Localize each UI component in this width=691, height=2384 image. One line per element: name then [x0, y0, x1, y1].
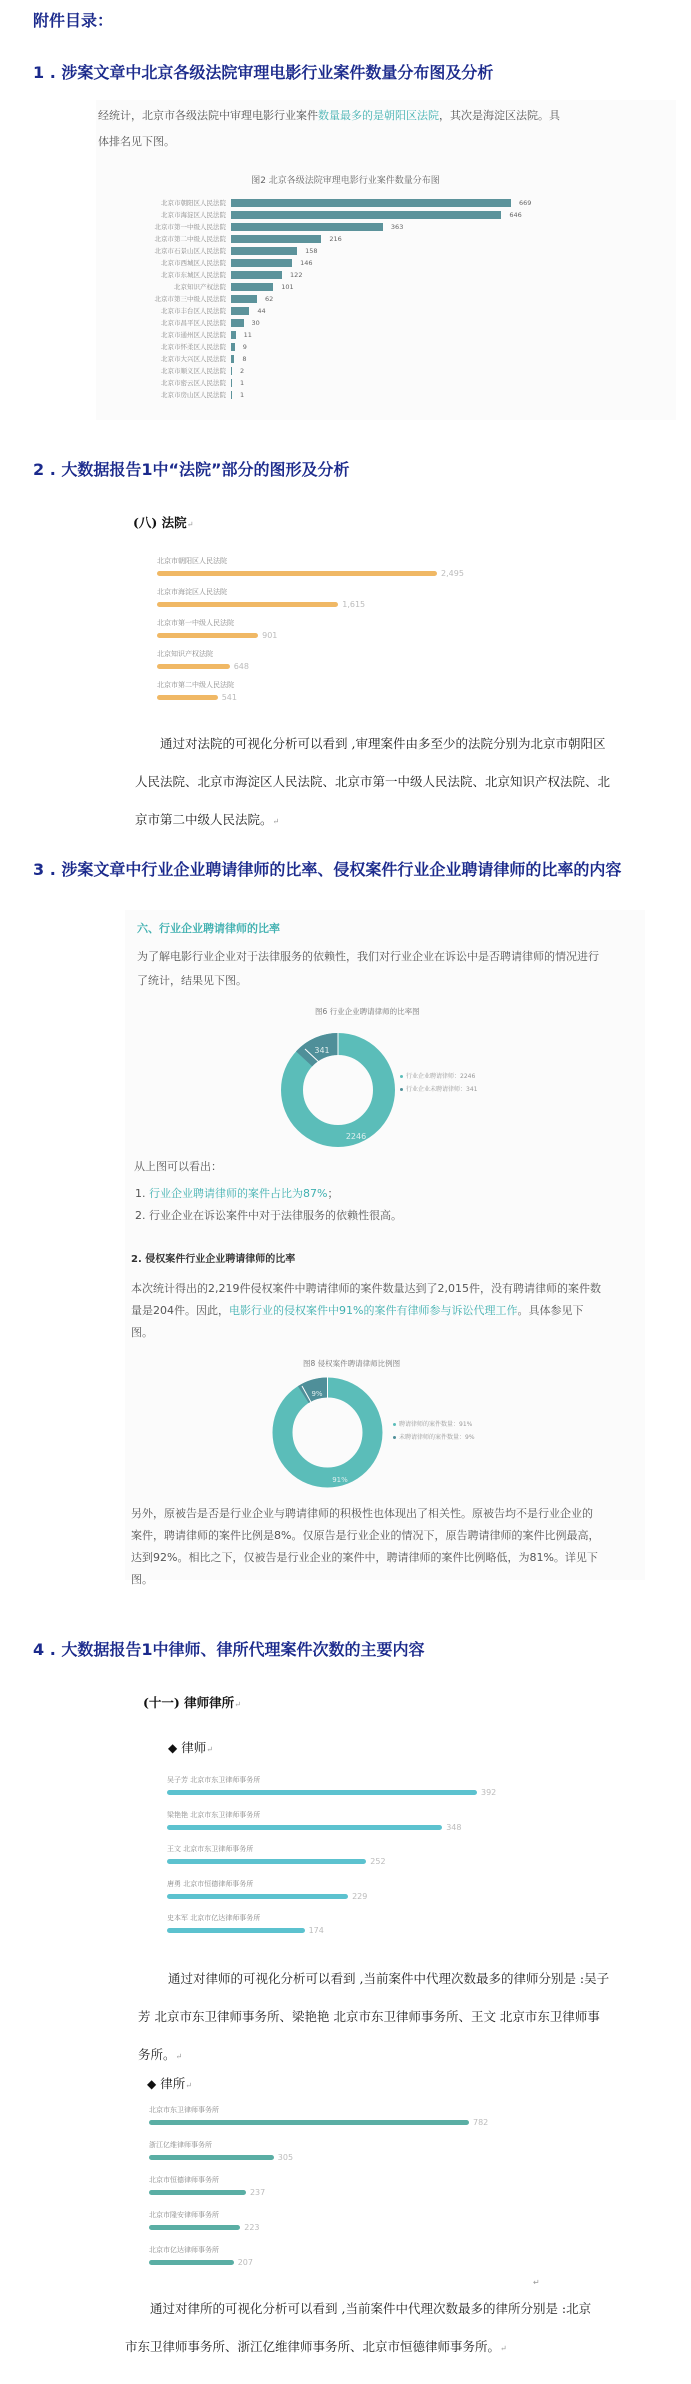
bar: [167, 1928, 305, 1933]
bar-label: 北京市丰台区人民法院: [161, 307, 226, 315]
chart-item: [149, 2245, 253, 2267]
donut1-chart: [278, 1030, 398, 1150]
chart-item: [157, 618, 277, 640]
bar: [149, 2120, 469, 2125]
subheading-text: (十一) 律师律所: [143, 1695, 235, 1710]
chart-item: [157, 587, 365, 609]
bar-row: [149, 2258, 253, 2267]
bar-label: 北京市密云区人民法院: [161, 379, 226, 387]
bar-value: 646: [509, 210, 522, 219]
bar-label: 唐勇 北京市恒德律师事务所: [167, 1879, 254, 1888]
section3-p3: [131, 1503, 651, 1591]
para-text: ，其次是海淀区法院。具: [439, 109, 560, 122]
section3-intro: [137, 945, 647, 993]
bar-row: [167, 1892, 367, 1901]
legend-dot-icon: [400, 1075, 403, 1078]
bar: [231, 247, 297, 255]
chart-row: [0, 209, 691, 220]
bar-label: 北京市第一中级人民法院: [154, 223, 226, 231]
bar-label: 北京市朝阳区人民法院: [157, 557, 227, 565]
section2-analysis: [135, 725, 645, 841]
bar: [157, 571, 437, 576]
chart-item: [157, 556, 464, 578]
bar: [157, 602, 338, 607]
bar-row: [167, 1926, 324, 1935]
bar: [149, 2155, 274, 2160]
bullet-text: 律师: [181, 1740, 207, 1755]
p3-line: 案件，聘请律师的案件比例是8%。仅原告是行业企业的情况下，原告聘请律师的案件比例最高，: [131, 1529, 600, 1542]
bar-label: 北京市怀柔区人民法院: [161, 343, 226, 351]
bar-label: 北京市东卫律师事务所: [149, 2106, 219, 2114]
analysis-line: 市东卫律师事务所、浙江亿维律师事务所、北京市恒德律师事务所。: [125, 2339, 501, 2354]
bar-value: 229: [352, 1891, 368, 1901]
bullet-lawyer: [168, 1738, 213, 1756]
bar-value: 1: [240, 390, 245, 399]
bar-row: [149, 2153, 293, 2162]
section1-paragraph: [98, 103, 658, 155]
bar: [157, 664, 230, 669]
bar-value: 237: [249, 2188, 266, 2197]
list-item: [135, 1183, 615, 1205]
list-suffix: ；: [327, 1187, 339, 1200]
bar-label: 北京市昌平区人民法院: [161, 319, 226, 327]
bar-value: 158: [305, 246, 318, 255]
bar-value: 122: [290, 270, 303, 279]
list-num: 1.: [135, 1187, 146, 1200]
chart-row: [0, 257, 691, 268]
p3-line: 达到92%。相比之下，仅被告是行业企业的案件中，聘请律师的案件比例略低，为81%。详见下: [131, 1551, 598, 1564]
section3-sub2-title: 2. 侵权案件行业企业聘请律师的比率: [131, 1254, 296, 1265]
analysis-line: 通过对法院的可视化分析可以看到 ,审理案件由多至少的法院分别为北京市朝阳区: [160, 736, 606, 751]
bar: [231, 307, 249, 315]
chart-item: [149, 2210, 260, 2232]
bar-row: [157, 600, 365, 609]
bar: [231, 367, 232, 375]
diamond-bullet-icon: ◆: [147, 2077, 157, 2091]
chart-row: [0, 245, 691, 256]
analysis-line: 芳 北京市东卫律师事务所、梁艳艳 北京市东卫律师事务所、王文 北京市东卫律师事: [138, 2009, 600, 2024]
bar-label: 北京市亿达律师事务所: [149, 2246, 219, 2254]
section3-subtitle: 六、行业企业聘请律师的比率: [137, 922, 280, 935]
chart-row: [0, 377, 691, 388]
return-icon: ↵: [186, 520, 194, 529]
bar: [231, 271, 282, 279]
bullet-text: 律所: [160, 2076, 186, 2091]
conclusion-label: 从上图可以看出：: [134, 1160, 222, 1173]
bar-label: 北京市大兴区人民法院: [161, 355, 226, 363]
bar-value: 216: [329, 234, 342, 243]
return-icon: ↵: [272, 817, 280, 826]
legend-item: [393, 1431, 475, 1444]
chart-row: [0, 233, 691, 244]
chart-row: [0, 197, 691, 208]
return-icon: ↵: [175, 2052, 183, 2061]
section3-p2: [131, 1278, 651, 1344]
bar-label: 北京市第二中级人民法院: [154, 235, 226, 243]
chart-row: [0, 353, 691, 364]
donut2-title: 图8 侵权案件聘请律师比例图: [303, 1359, 401, 1368]
para-text: 体排名见下图。: [98, 135, 175, 148]
bar-label: 北京市顺义区人民法院: [161, 367, 226, 375]
chart-item: [167, 1775, 496, 1797]
bar-value: 174: [308, 1926, 324, 1935]
bar: [231, 211, 501, 219]
section1-heading: 1 . 涉案文章中北京各级法院审理电影行业案件数量分布图及分析: [33, 63, 494, 82]
bar-value: 348: [446, 1822, 462, 1832]
bar-label: 北京市第三中级人民法院: [154, 295, 226, 303]
chart-item: [157, 680, 237, 702]
bar-value: 101: [281, 282, 294, 291]
chart1-title: 图2 北京各级法院审理电影行业案件数量分布图: [251, 176, 440, 186]
svg-text:2246: 2246: [345, 1132, 367, 1141]
donut2-legend: [393, 1418, 475, 1444]
bar-value: 30: [251, 318, 260, 327]
chart-row: [0, 389, 691, 400]
bar-value: 11: [243, 330, 252, 339]
legend-text: 未聘请律师的案件数量：9%: [399, 1434, 475, 1441]
bar: [231, 343, 235, 351]
bar-value: 782: [473, 2118, 489, 2127]
bar-row: [157, 631, 277, 640]
bar-label: 北京市海淀区人民法院: [157, 588, 227, 596]
chart-row: [0, 305, 691, 316]
conclusion-list: [135, 1183, 615, 1227]
bar: [231, 295, 257, 303]
chart-item: [149, 2140, 293, 2162]
bar-label: 北京市第二中级人民法院: [157, 681, 234, 689]
bar-label: 浙江亿维律师事务所: [149, 2141, 212, 2149]
bar-label: 吴子芳 北京市东卫律师事务所: [167, 1776, 261, 1784]
bar: [157, 695, 218, 700]
bar-value: 8: [242, 354, 247, 363]
bar: [231, 355, 234, 363]
analysis-line: 人民法院、北京市海淀区人民法院、北京市第一中级人民法院、北京知识产权法院、北: [135, 774, 611, 789]
bar-label: 北京市东城区人民法院: [161, 271, 226, 279]
bar: [167, 1859, 366, 1864]
firm-analysis: [125, 2290, 645, 2368]
bar-value: 669: [519, 198, 532, 207]
chart-item: [157, 649, 249, 671]
analysis-line: 务所。: [138, 2047, 176, 2062]
bar-label: 北京市朝阳区人民法院: [161, 199, 226, 207]
chart-row: [0, 365, 691, 376]
bar-row: [157, 569, 464, 578]
legend-dot-icon: [400, 1088, 403, 1091]
bar-value: 305: [277, 2153, 294, 2162]
section2-subheading: [133, 513, 193, 531]
bar-label: 北京市海淀区人民法院: [161, 211, 226, 219]
bar-row: [157, 693, 237, 702]
bar: [231, 235, 321, 243]
bar-value: 392: [481, 1788, 497, 1797]
bar: [231, 331, 236, 339]
page-title: 附件目录：: [33, 11, 114, 30]
subheading-text: (八) 法院: [133, 515, 187, 530]
legend-text: 行业企业未聘请律师：341: [406, 1086, 478, 1093]
legend-item: [400, 1083, 477, 1096]
analysis-line: 通过对律所的可视化分析可以看到 ,当前案件中代理次数最多的律所分别是 :北京: [150, 2301, 592, 2316]
bar-row: [149, 2223, 260, 2232]
bar-value: 2: [240, 366, 245, 375]
list-item: 2. 行业企业在诉讼案件中对于法律服务的依赖性很高。: [135, 1209, 402, 1222]
intro-line: 了统计，结果见下图。: [137, 974, 247, 987]
chart-item: [149, 2175, 265, 2197]
chart-item: [167, 1879, 367, 1901]
bar: [167, 1894, 348, 1899]
p2-highlight: 电影行业的侵权案件中91%的案件有律师参与诉讼代理工作: [229, 1304, 518, 1317]
bar-row: [157, 662, 249, 671]
bar: [149, 2190, 246, 2195]
chart-row: [0, 341, 691, 352]
bar-label: 梁艳艳 北京市东卫律师事务所: [167, 1810, 261, 1819]
legend-item: [400, 1070, 477, 1083]
bar: [167, 1825, 442, 1830]
section4-subheading: [143, 1693, 241, 1711]
bar: [231, 259, 292, 267]
p2-line: 图。: [131, 1326, 153, 1339]
chart-row: [0, 317, 691, 328]
bar-value: 2,495: [441, 569, 464, 578]
bar-label: 北京市恒德律师事务所: [149, 2176, 219, 2184]
chart-item: [167, 1844, 386, 1866]
bar-value: 62: [264, 294, 274, 303]
bar-row: [167, 1788, 496, 1797]
return-icon: ↵: [533, 2278, 540, 2287]
legend-dot-icon: [393, 1423, 396, 1426]
bar: [231, 319, 244, 327]
chart-row: [0, 281, 691, 292]
lawyer-analysis: [138, 1960, 648, 2076]
bar-value: 252: [370, 1857, 386, 1866]
legend-text: 聘请律师的案件数量：91%: [399, 1421, 473, 1428]
bar-label: 北京市隆安律师事务所: [149, 2211, 219, 2219]
p2-line: 本次统计得出的2,219件侵权案件中聘请律师的案件数量达到了2,015件，没有聘请律师的案件数: [131, 1282, 601, 1295]
legend-text: 行业企业聘请律师：2246: [406, 1073, 476, 1080]
analysis-line: 通过对律师的可视化分析可以看到 ,当前案件中代理次数最多的律师分别是 :吴子: [168, 1971, 610, 1986]
p2-text: 。具体参见下: [517, 1304, 584, 1317]
chart-item: [167, 1810, 461, 1832]
bar-value: 541: [221, 693, 237, 702]
bar: [231, 283, 273, 291]
chart-row: [0, 269, 691, 280]
return-icon: ↵: [185, 2081, 192, 2090]
bar-label: 王文 北京市东卫律师事务所: [167, 1845, 254, 1853]
bar-label: 北京知识产权法院: [157, 650, 213, 658]
return-icon: ↵: [206, 1745, 213, 1754]
return-icon: ↵: [500, 2344, 507, 2353]
bar-label: 史本军 北京市亿达律师事务所: [167, 1914, 261, 1922]
bar: [149, 2260, 234, 2265]
bar-row: [149, 2188, 265, 2197]
bar-value: 363: [390, 222, 404, 231]
bar-row: [167, 1857, 386, 1866]
legend-dot-icon: [393, 1436, 396, 1439]
return-icon: ↵: [234, 1700, 241, 1709]
section4-heading: 4 . 大数据报告1中律师、律所代理案件次数的主要内容: [33, 1640, 425, 1659]
p3-line: 图。: [131, 1573, 153, 1586]
bar-value: 1,615: [342, 600, 366, 609]
section2-heading: 2 . 大数据报告1中“法院”部分的图形及分析: [33, 460, 350, 479]
bar: [157, 633, 258, 638]
para-highlight: 数量最多的是朝阳区法院: [318, 109, 439, 122]
bar-value: 901: [262, 631, 278, 640]
section3-heading: 3 . 涉案文章中行业企业聘请律师的比率、侵权案件行业企业聘请律师的比率的内容: [33, 860, 622, 879]
bar-value: 1: [240, 378, 245, 387]
bar-value: 648: [233, 662, 249, 671]
intro-line: 为了解电影行业企业对于法律服务的依赖性，我们对行业企业在诉讼中是否聘请律师的情况进行: [137, 950, 599, 963]
analysis-line: 京市第二中级人民法院。: [135, 812, 273, 827]
bar-label: 北京市第一中级人民法院: [157, 619, 234, 627]
bar-value: 146: [300, 258, 313, 267]
chart-row: [0, 329, 691, 340]
bar: [167, 1790, 477, 1795]
bar-label: 北京市西城区人民法院: [161, 259, 226, 267]
bullet-firm: [147, 2074, 192, 2092]
bar-label: 北京市石景山区人民法院: [154, 247, 226, 255]
svg-text:9%: 9%: [311, 1390, 323, 1398]
diamond-bullet-icon: ◆: [168, 1741, 178, 1755]
bar-value: 207: [237, 2258, 253, 2267]
bar: [231, 199, 511, 207]
donut1-title: 图6 行业企业聘请律师的比率图: [315, 1007, 420, 1016]
chart-row: [0, 293, 691, 304]
para-text: 经统计，北京市各级法院中审理电影行业案件: [98, 109, 318, 122]
bar-value: 9: [242, 342, 247, 351]
p3-line: 另外，原被告是否是行业企业与聘请律师的积极性也体现出了相关性。原被告均不是行业企业的: [131, 1507, 593, 1520]
bar: [231, 391, 232, 399]
svg-text:91%: 91%: [332, 1476, 348, 1484]
bar-value: 44: [257, 306, 266, 315]
chart-item: [149, 2105, 488, 2127]
bar-label: 北京知识产权法院: [174, 283, 226, 291]
bar-row: [167, 1823, 461, 1832]
bar-label: 北京市通州区人民法院: [161, 331, 226, 339]
bar-row: [149, 2118, 488, 2127]
legend-item: [393, 1418, 475, 1431]
bar: [231, 379, 232, 387]
list-highlight: 行业企业聘请律师的案件占比为87%: [149, 1187, 328, 1200]
chart-row: [0, 221, 691, 232]
p2-text: 量是204件。因此，: [131, 1304, 229, 1317]
chart-item: [167, 1913, 324, 1935]
donut1-legend: [400, 1070, 477, 1096]
bar-label: 北京市房山区人民法院: [161, 391, 226, 399]
donut2-chart: [270, 1375, 385, 1490]
svg-text:341: 341: [314, 1046, 330, 1055]
bar: [149, 2225, 240, 2230]
bar-value: 223: [244, 2223, 260, 2232]
bar: [231, 223, 383, 231]
